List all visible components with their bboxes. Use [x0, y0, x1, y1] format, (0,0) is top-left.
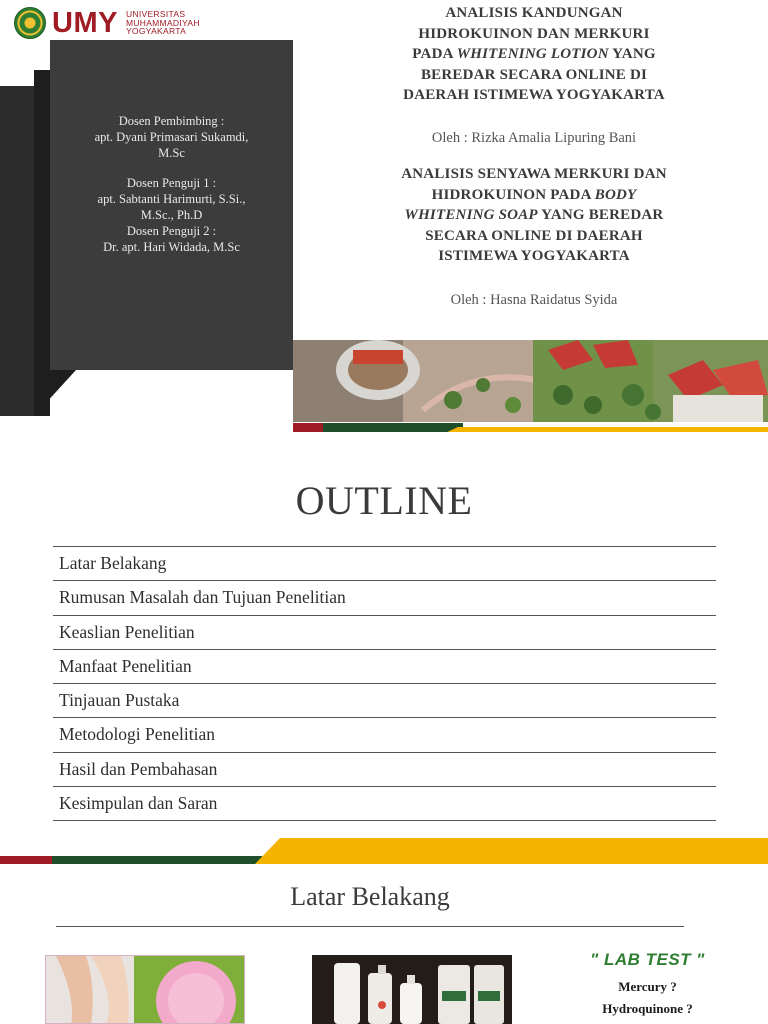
penguji1-name-1: apt. Sabtanti Harimurti, S.Si.,: [97, 192, 246, 206]
logo-university-name: [126, 10, 200, 36]
campus-aerial-photo: [293, 340, 768, 422]
outline-list: [53, 546, 716, 821]
umy-logo: [14, 8, 200, 38]
pembimbing-name-2: M.Sc: [158, 146, 185, 160]
thesis-1-line-4: BEREDAR SECARA ONLINE DI: [420, 66, 648, 83]
thesis-1-line-3-post: YANG: [608, 46, 656, 62]
outline-slide: [0, 432, 768, 864]
outline-item: Hasil dan Pembahasan: [53, 753, 716, 787]
thesis-1-author: Oleh : Rizka Amalia Lipuring Bani: [431, 130, 637, 146]
thesis-2-line-2-em: BODY: [594, 186, 637, 203]
outline-item: Manfaat Penelitian: [53, 650, 716, 684]
latar-belakang-title: Latar Belakang: [290, 882, 450, 911]
logo-line-2: MUHAMMADIYAH: [125, 17, 200, 28]
logo-line-3: YOGYAKARTA: [125, 26, 187, 37]
thesis-2-author: Oleh : Hasna Raidatus Syida: [450, 292, 618, 308]
thesis-1-line-3-pre: PADA: [412, 46, 457, 62]
outline-item: Keaslian Penelitian: [53, 616, 716, 650]
thesis-2-line-3-post: YANG BEREDAR: [537, 207, 664, 223]
lab-test-callout: [575, 950, 720, 1020]
thesis-1-line-2: HIDROKUINON DAN MERKURI: [418, 25, 650, 42]
thesis-2-line-1: ANALISIS SENYAWA MERKURI DAN: [401, 166, 667, 182]
outline-item: Latar Belakang: [53, 547, 716, 581]
logo-mark: UMY: [52, 7, 118, 39]
decor-fold: [34, 70, 50, 416]
penguji1-label: Dosen Penguji 1 :: [126, 176, 217, 190]
outline-item: Tinjauan Pustaka: [53, 684, 716, 718]
thesis-2-line-3-em: WHITENING SOAP: [404, 207, 538, 223]
mercury-question: Mercury ?: [618, 979, 677, 994]
thesis-1-line-3: [300, 44, 768, 65]
slide-2-brand-stripe: [0, 838, 768, 864]
title-divider: [56, 926, 684, 927]
slide-1-brand-stripe: [293, 421, 768, 432]
whitening-products-photo: [312, 955, 512, 1024]
outline-item: Rumusan Masalah dan Tujuan Penelitian: [53, 581, 716, 615]
outline-item: Metodologi Penelitian: [53, 718, 716, 752]
thesis-2-title: [300, 164, 768, 267]
pembimbing-name-1: apt. Dyani Primasari Sukamdi,: [94, 130, 249, 144]
thesis-1-line-3-em: WHITENING LOTION: [456, 46, 609, 62]
thesis-2-line-2: [300, 185, 768, 206]
thesis-1-line-1: ANALISIS KANDUNGAN: [445, 5, 623, 21]
penguji2-label: Dosen Penguji 2 :: [126, 224, 217, 238]
logo-line-1: UNIVERSITAS: [125, 9, 186, 20]
hydroquinone-question: Hydroquinone ?: [602, 1001, 693, 1016]
thesis-2-line-3: [300, 205, 768, 226]
latar-belakang-slide: [0, 864, 768, 1024]
decor-side-bar: [0, 86, 34, 416]
thesis-2-line-5: ISTIMEWA YOGYAKARTA: [438, 248, 630, 264]
outline-item: Kesimpulan dan Saran: [53, 787, 716, 821]
thesis-1-title: [300, 3, 768, 106]
decor-fold-bottom: [34, 370, 76, 416]
thesis-1-line-5: DAERAH ISTIMEWA YOGYAKARTA: [403, 87, 665, 103]
penguji2-name: Dr. apt. Hari Widada, M.Sc: [103, 240, 240, 254]
thesis-2-line-2-pre: HIDROKUINON PADA: [431, 186, 595, 203]
title-slide: [0, 0, 768, 432]
pembimbing-label: Dosen Pembimbing :: [118, 114, 225, 128]
skin-and-soap-photo: [45, 955, 245, 1024]
university-seal-icon: [14, 7, 46, 39]
outline-title: OUTLINE: [295, 478, 473, 523]
supervisor-panel: [50, 40, 293, 370]
lab-test-heading: " LAB TEST ": [590, 950, 705, 969]
thesis-2-line-4: SECARA ONLINE DI DAERAH: [425, 227, 643, 244]
penguji1-name-2: M.Sc., Ph.D: [140, 208, 203, 222]
